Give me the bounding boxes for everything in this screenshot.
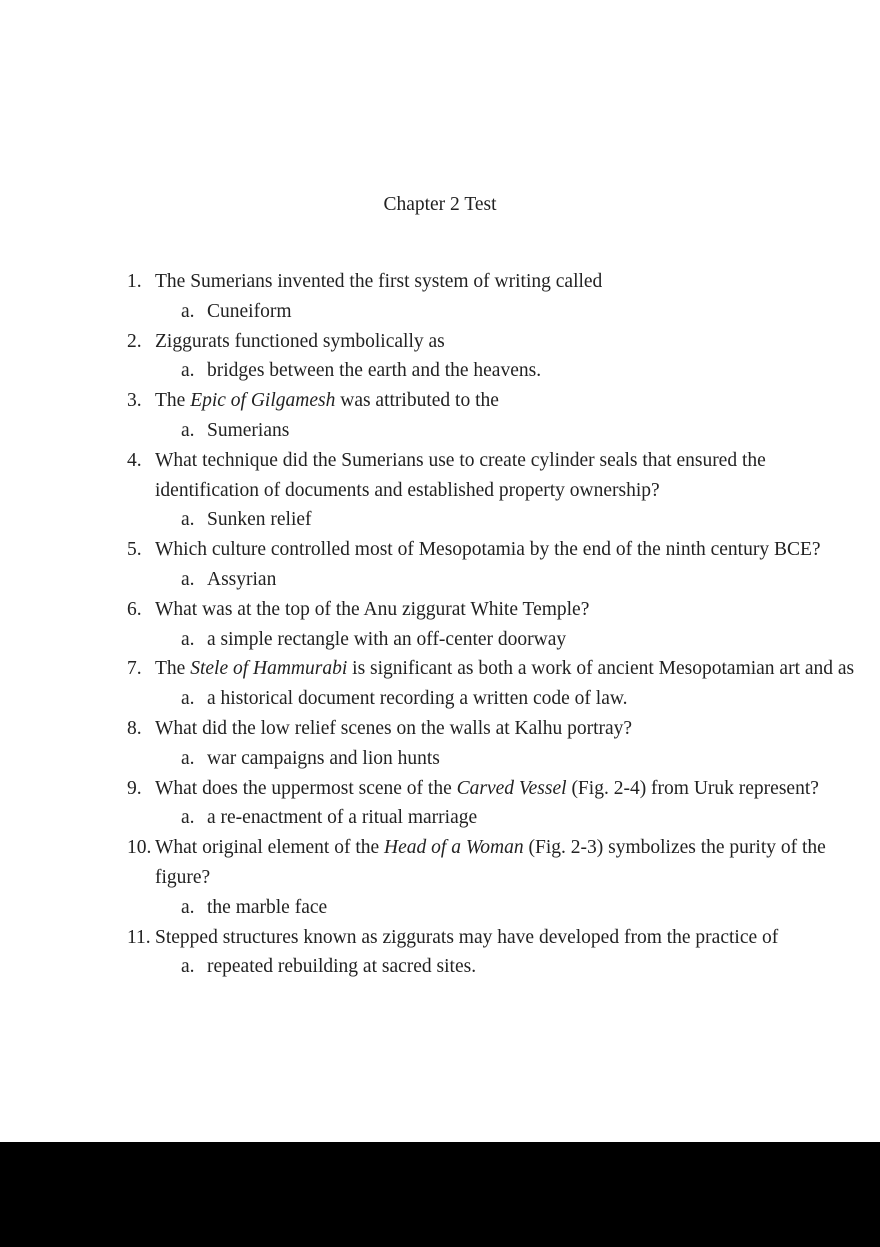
- question-text: Ziggurats functioned symbolically as: [155, 330, 445, 352]
- question-text: What does the uppermost scene of the: [155, 777, 457, 799]
- question-line: [0, 446, 880, 476]
- answer-line: [0, 356, 880, 386]
- question-line: [0, 714, 880, 744]
- answer-line: [0, 952, 880, 982]
- question-line: [0, 327, 880, 357]
- question-text-italic: Head of a Woman: [384, 837, 524, 859]
- question-text: (Fig. 2-4) from Uruk represent?: [566, 777, 819, 799]
- question-text: was attributed to the: [335, 390, 499, 412]
- bottom-black-bar: [0, 1142, 880, 1247]
- question-number: 7.: [127, 658, 142, 680]
- question-text-italic: Stele of Hammurabi: [190, 658, 348, 680]
- page-title: Chapter 2 Test: [383, 194, 497, 215]
- question-text-italic: Carved Vessel: [456, 777, 567, 799]
- question-line: [0, 535, 880, 565]
- answer-text: Sunken relief: [207, 509, 312, 531]
- question-text: The: [155, 658, 191, 680]
- answer-marker: a.: [181, 628, 195, 650]
- question-line: [0, 833, 880, 863]
- question-number: 10.: [127, 837, 152, 859]
- question-text: (Fig. 2-3) symbolizes the purity of the: [523, 837, 826, 859]
- question-line: [0, 386, 880, 416]
- question-line: [0, 654, 880, 684]
- answer-marker: a.: [181, 956, 195, 978]
- question-continuation-line: [0, 863, 880, 893]
- question-text: is significant as both a work of ancient Mesopotamian art and as: [347, 658, 855, 680]
- answer-text: Cuneiform: [207, 300, 292, 322]
- question-number: 6.: [127, 598, 142, 620]
- question-text: Stepped structures known as ziggurats may have developed from the practice of: [155, 926, 779, 948]
- question-text: What original element of the: [155, 837, 385, 859]
- question-line: [0, 267, 880, 297]
- answer-text: war campaigns and lion hunts: [207, 747, 440, 769]
- answer-marker: a.: [181, 688, 195, 710]
- answer-marker: a.: [181, 509, 195, 531]
- question-number: 1.: [127, 271, 142, 292]
- answer-text: a historical document recording a written code of law.: [207, 688, 628, 710]
- question-text: Which culture controlled most of Mesopotamia by the end of the ninth century BCE?: [155, 539, 821, 561]
- question-text: The: [155, 390, 191, 412]
- answer-marker: a.: [181, 419, 195, 441]
- answer-text: Sumerians: [207, 419, 290, 441]
- answer-marker: a.: [181, 747, 195, 769]
- answer-text: bridges between the earth and the heavens.: [207, 360, 542, 382]
- answer-text: a simple rectangle with an off-center doorway: [207, 628, 567, 650]
- question-text: identification of documents and established property ownership?: [155, 479, 660, 501]
- answer-line: [0, 297, 880, 327]
- answer-line: [0, 803, 880, 833]
- answer-line: [0, 565, 880, 595]
- question-text-italic: Epic of Gilgamesh: [190, 390, 336, 412]
- question-number: 3.: [127, 390, 142, 412]
- answer-marker: a.: [181, 360, 195, 382]
- question-number: 11.: [127, 926, 151, 948]
- question-line: [0, 595, 880, 625]
- question-text: figure?: [155, 866, 211, 888]
- answer-marker: a.: [181, 807, 195, 829]
- answer-line: [0, 684, 880, 714]
- question-continuation-line: [0, 476, 880, 506]
- question-number: 5.: [127, 539, 142, 561]
- answer-line: [0, 416, 880, 446]
- question-list: [0, 267, 880, 982]
- answer-text: repeated rebuilding at sacred sites.: [207, 956, 477, 978]
- answer-marker: a.: [181, 568, 195, 590]
- answer-text: a re-enactment of a ritual marriage: [207, 807, 478, 829]
- answer-line: [0, 625, 880, 655]
- answer-marker: a.: [181, 300, 195, 322]
- question-number: 9.: [127, 777, 142, 799]
- question-text: What technique did the Sumerians use to create cylinder seals that ensured the: [155, 449, 766, 471]
- question-number: 8.: [127, 717, 142, 739]
- question-text: The Sumerians invented the first system of writing called: [155, 271, 603, 292]
- question-number: 4.: [127, 449, 142, 471]
- question-number: 2.: [127, 330, 142, 352]
- question-text: What was at the top of the Anu ziggurat White Temple?: [155, 598, 590, 620]
- question-line: [0, 923, 880, 953]
- answer-marker: a.: [181, 896, 195, 918]
- answer-line: [0, 744, 880, 774]
- question-line: [0, 774, 880, 804]
- answer-text: the marble face: [207, 896, 328, 918]
- answer-text: Assyrian: [207, 568, 277, 590]
- question-text: What did the low relief scenes on the walls at Kalhu portray?: [155, 717, 633, 739]
- answer-line: [0, 893, 880, 923]
- answer-line: [0, 505, 880, 535]
